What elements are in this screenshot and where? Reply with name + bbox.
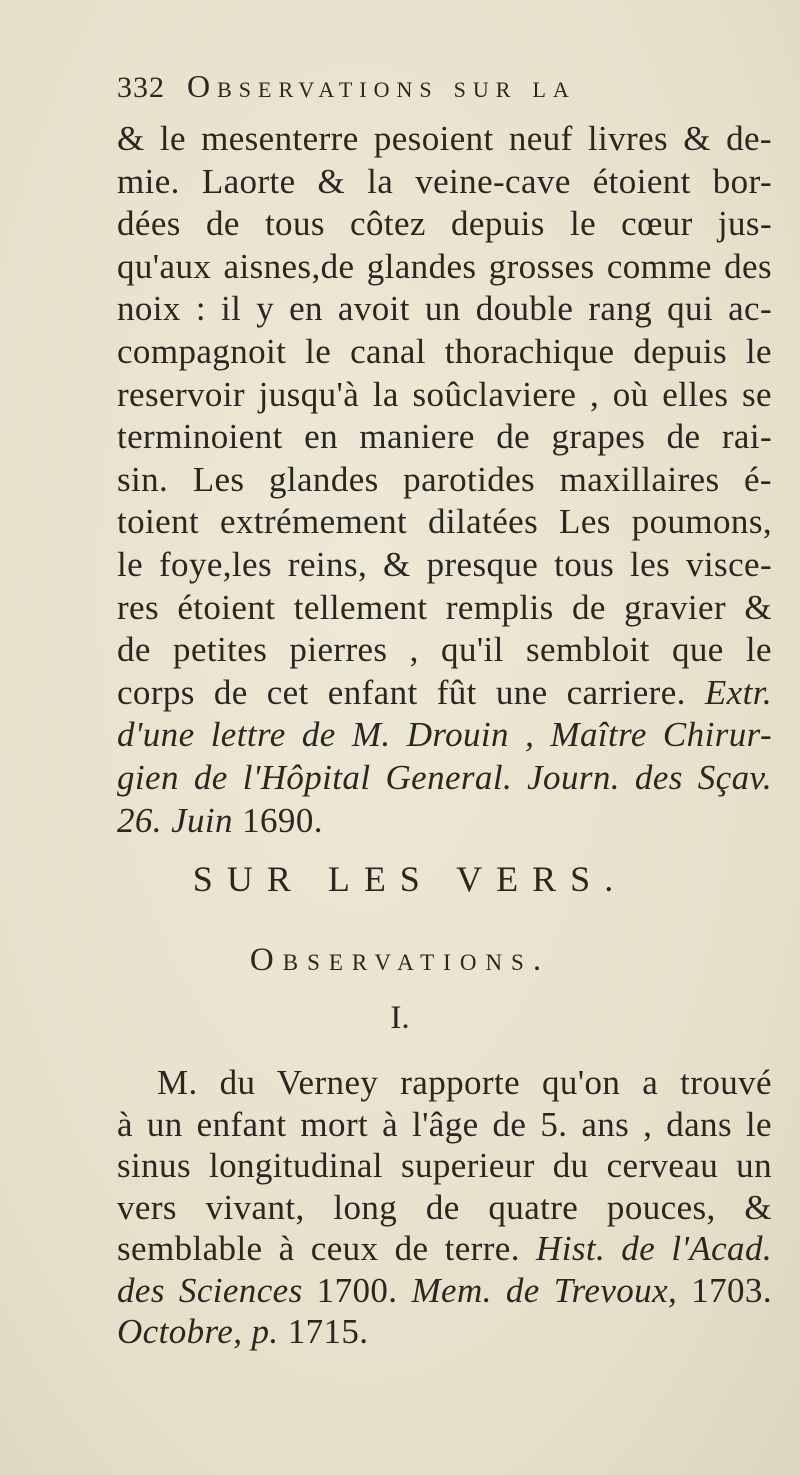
page-header bbox=[117, 68, 717, 118]
paragraph-1 bbox=[117, 118, 772, 842]
section-subtitle: Observations. bbox=[249, 942, 551, 978]
text-line: reservoir jusqu'à la soûclaviere , où elles se bbox=[117, 374, 772, 414]
citation-year: 1703. bbox=[691, 1270, 772, 1310]
observation-numeral: I. bbox=[390, 1000, 410, 1036]
text-line: sin. Les glandes parotides maxillaires é- bbox=[117, 459, 772, 499]
text-line: sinus longitudinal superieur du cerveau un bbox=[117, 1146, 772, 1185]
citation-year: 1700. bbox=[316, 1270, 398, 1310]
text-line: noix : il y en avoit un double rang qui ac- bbox=[117, 289, 772, 329]
text-line: vers vivant, long de quatre pouces, & bbox=[117, 1187, 772, 1227]
page-number: 332 bbox=[117, 71, 165, 104]
running-head: Observations sur la bbox=[187, 68, 576, 104]
citation-line bbox=[117, 1311, 772, 1353]
citation-line: d'une lettre de M. Drouin , Maître Chirur- bbox=[117, 715, 772, 755]
citation-date-line bbox=[117, 800, 772, 843]
citation-line bbox=[117, 1270, 772, 1312]
text-line: mie. Laorte & la veine-cave étoient bor- bbox=[117, 161, 772, 201]
citation-date-italic: 26. Juin bbox=[117, 800, 233, 840]
text-line: qu'aux aisnes,de glandes grosses comme des bbox=[117, 246, 772, 286]
text-line: terminoient en maniere de grapes de rai- bbox=[117, 417, 772, 457]
text-line: le foye,les reins, & presque tous les visce- bbox=[117, 544, 772, 584]
citation-italic: Mem. de Trevoux, bbox=[411, 1270, 678, 1310]
section-title: SUR LES VERS. bbox=[192, 859, 628, 899]
citation-italic: Octobre, p. bbox=[117, 1312, 279, 1351]
text-line: M. du Verney rapporte qu'on a trouvé bbox=[157, 1063, 772, 1102]
citation-italic: Hist. de l'Acad. bbox=[536, 1229, 772, 1268]
text-line-mixed bbox=[117, 1228, 772, 1270]
citation-line: gien de l'Hôpital General. Journ. des Sçav. bbox=[117, 757, 772, 797]
text-line: dées de tous côtez depuis le cœur jus- bbox=[117, 204, 772, 244]
text-line: res étoient tellement remplis de gravier & bbox=[117, 587, 772, 627]
text-line: toient extrémement dilatées Les poumons, bbox=[117, 502, 772, 542]
citation-page: 1715. bbox=[287, 1312, 369, 1351]
text-roman: corps de cet enfant fût une carriere. bbox=[117, 672, 686, 712]
text-line-mixed bbox=[117, 672, 772, 715]
citation-italic: des Sciences bbox=[117, 1270, 303, 1310]
text-line: compagnoit le canal thorachique depuis le bbox=[117, 331, 772, 371]
text-roman: semblable à ceux de terre. bbox=[117, 1229, 520, 1268]
text-line: à un enfant mort à l'âge de 5. ans , dans le bbox=[117, 1104, 772, 1144]
text-line: & le mesenterre pesoient neuf livres & de- bbox=[117, 119, 772, 158]
paragraph-2 bbox=[117, 1062, 772, 1353]
citation-year: 1690. bbox=[242, 800, 323, 840]
citation-italic: Extr. bbox=[704, 672, 772, 712]
text-line: de petites pierres , qu'il sembloit que le bbox=[117, 630, 772, 670]
